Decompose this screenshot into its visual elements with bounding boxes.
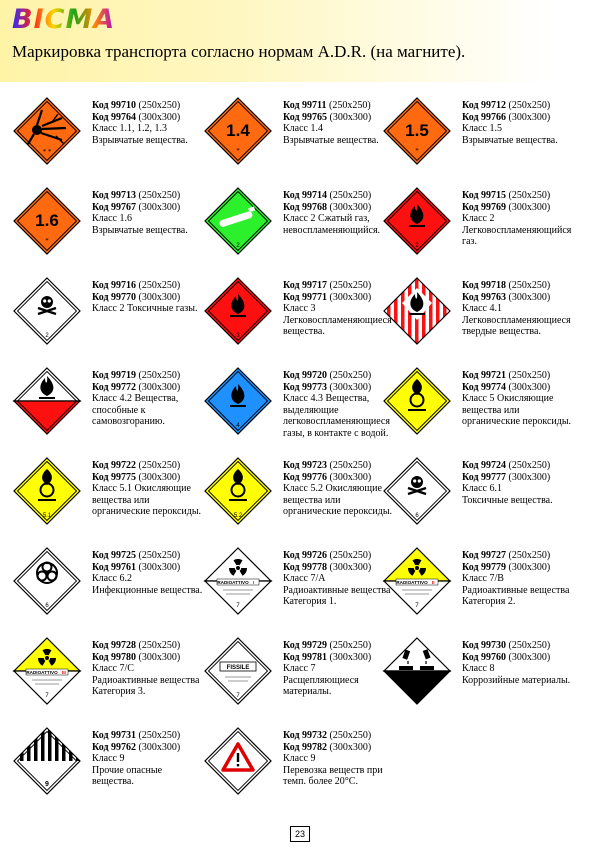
hazard-description: Расщепляющиеся материалы.: [283, 674, 359, 698]
svg-text:*: *: [45, 237, 49, 245]
code-large: Код 99779: [462, 561, 507, 573]
page-title: Маркировка транспорта согласно нормам A.D.R. (на магните).: [12, 42, 466, 61]
size-large: (300x300): [138, 111, 181, 123]
code-small: Код 99721: [462, 370, 507, 381]
code-large: Код 99765: [283, 111, 328, 123]
hazard-description: Радиоактивные вещества Категория 2.: [462, 584, 570, 608]
svg-text:II: II: [432, 580, 435, 585]
code-small: Код 99725: [92, 550, 137, 561]
label-info: [283, 550, 395, 608]
code-large: Код 99777: [462, 471, 507, 483]
svg-text:FISSILE: FISSILE: [226, 665, 250, 671]
code-small: Код 99732: [283, 730, 328, 741]
hazard-sign-radio-yellow-icon: [12, 636, 82, 706]
hazard-class: Класс 6.2: [92, 573, 132, 585]
hazard-class: Класс 7/A: [283, 573, 326, 585]
svg-text:7: 7: [415, 603, 419, 609]
hazard-description: невоспламеняющийся.: [283, 224, 381, 236]
svg-text:RADIOATTIVO: RADIOATTIVO: [217, 580, 249, 585]
hazard-sign-explosive-bomb-icon: [12, 96, 82, 166]
hazard-label-card: [205, 280, 395, 370]
code-small: Код 99713: [92, 190, 137, 201]
hazard-sign-oxidizer-icon: [382, 366, 452, 436]
size-small: (250x250): [329, 730, 372, 741]
hazard-label-card: [14, 280, 204, 370]
svg-text:RADIOATTIVO: RADIOATTIVO: [396, 580, 428, 585]
size-small: (250x250): [508, 280, 551, 291]
code-small: Код 99727: [462, 550, 507, 561]
label-info: [92, 460, 204, 518]
size-small: (250x250): [138, 190, 181, 201]
hazard-class: Класс 4.1: [462, 303, 502, 315]
size-large: (300x300): [329, 471, 372, 483]
hazard-sign-skull-white-icon: [12, 276, 82, 346]
hazard-class: Класс 7/B: [462, 573, 504, 585]
size-small: (250x250): [329, 460, 372, 471]
svg-text:7: 7: [236, 693, 240, 699]
code-small: Код 99722: [92, 460, 137, 471]
hazard-label-card: [205, 190, 395, 280]
size-small: (250x250): [138, 370, 181, 381]
svg-text:1.5: 1.5: [405, 121, 429, 140]
code-large: Код 99767: [92, 201, 137, 213]
size-large: (300x300): [138, 201, 181, 213]
hazard-sign-radio-white-icon: [203, 546, 273, 616]
hazard-class: Класс 8: [462, 663, 495, 675]
hazard-description: Взрывчатые вещества.: [283, 134, 379, 146]
hazard-description: Токсичные вещества.: [462, 494, 553, 506]
size-small: (250x250): [329, 640, 372, 651]
code-large: Код 99776: [283, 471, 328, 483]
label-info: [283, 190, 395, 236]
code-small: Код 99720: [283, 370, 328, 381]
hazard-sign-fissile-icon: [203, 636, 273, 706]
hazard-label-card: [384, 190, 574, 280]
size-large: (300x300): [508, 201, 551, 213]
code-small: Код 99730: [462, 640, 507, 651]
size-small: (250x250): [508, 460, 551, 471]
size-small: (250x250): [138, 280, 181, 291]
label-info: [283, 460, 395, 518]
hazard-class: Класс 4.3 Вещества,: [283, 393, 370, 405]
code-large: Код 99778: [283, 561, 328, 573]
hazard-sign-flame-blue-icon: [203, 366, 273, 436]
size-large: (300x300): [508, 561, 551, 573]
code-large: Код 99771: [283, 291, 328, 303]
label-info: [92, 730, 204, 788]
hazard-description: Взрывчатые вещества.: [92, 134, 188, 146]
hazard-description: Радиоактивные вещества Категория 3.: [92, 674, 200, 698]
size-small: (250x250): [508, 640, 551, 651]
size-large: (300x300): [508, 471, 551, 483]
size-small: (250x250): [329, 370, 372, 381]
size-small: (250x250): [508, 370, 551, 381]
hazard-description: Легковоспламеняющиеся твердые вещества.: [462, 314, 571, 338]
hazard-description: Перевозка веществ при темп. более 20°C.: [283, 764, 383, 788]
hazard-class: Класс 9: [283, 753, 316, 765]
label-info: [462, 460, 574, 506]
hazard-label-card: [384, 100, 574, 190]
hazard-class: Класс 1.6: [92, 213, 132, 225]
code-large: Код 99773: [283, 381, 328, 393]
hazard-class: Класс 5 Окисляющие: [462, 393, 554, 405]
code-small: Код 99729: [283, 640, 328, 651]
code-small: Код 99731: [92, 730, 137, 741]
hazard-label-card: [14, 460, 204, 550]
size-small: (250x250): [508, 550, 551, 561]
code-small: Код 99719: [92, 370, 137, 381]
size-large: (300x300): [329, 741, 372, 753]
label-info: [92, 100, 204, 146]
size-large: (300x300): [138, 471, 181, 483]
size-large: (300x300): [138, 381, 181, 393]
hazard-class: Класс 3: [283, 303, 316, 315]
hazard-sign-skull-white-icon: [382, 456, 452, 526]
hazard-label-card: [384, 640, 574, 730]
svg-text:5.1: 5.1: [42, 513, 52, 519]
hazard-sign-gas-cylinder-icon: [203, 186, 273, 256]
code-large: Код 99761: [92, 561, 137, 573]
size-small: (250x250): [329, 550, 372, 561]
hazard-label-card: [14, 550, 204, 640]
size-large: (300x300): [508, 291, 551, 303]
svg-text:RADIOATTIVO: RADIOATTIVO: [26, 670, 58, 675]
svg-text:1.6: 1.6: [35, 211, 59, 230]
hazard-sign-num-1.4-icon: [203, 96, 273, 166]
code-large: Код 99766: [462, 111, 507, 123]
code-small: Код 99724: [462, 460, 507, 471]
hazard-class: Класс 1.4: [283, 123, 323, 135]
size-large: (300x300): [508, 651, 551, 663]
hazard-class: Класс 1.1, 1.2, 1.3: [92, 123, 167, 135]
hazard-class: Класс 7: [283, 663, 316, 675]
hazard-sign-oxidizer-icon: [203, 456, 273, 526]
page-number: 23: [290, 826, 310, 842]
code-large: Код 99769: [462, 201, 507, 213]
code-large: Код 99772: [92, 381, 137, 393]
code-small: Код 99716: [92, 280, 137, 291]
code-large: Код 99768: [283, 201, 328, 213]
code-small: Код 99728: [92, 640, 137, 651]
hazard-label-card: [384, 370, 574, 460]
size-small: (250x250): [138, 460, 181, 471]
hazard-class: Класс 5.2 Окисляющие: [283, 483, 382, 495]
size-large: (300x300): [138, 741, 181, 753]
label-info: [462, 640, 574, 686]
hazard-description: Инфекционные вещества.: [92, 584, 203, 596]
hazard-class: Класс 9: [92, 753, 125, 765]
svg-text:7: 7: [236, 603, 240, 609]
hazard-label-card: [205, 370, 395, 460]
code-large: Код 99780: [92, 651, 137, 663]
hazard-label-card: [384, 460, 574, 550]
label-info: [462, 550, 574, 608]
svg-text:5.2: 5.2: [233, 513, 243, 519]
code-large: Код 99775: [92, 471, 137, 483]
hazard-sign-biohazard-icon: [12, 546, 82, 616]
size-large: (300x300): [329, 111, 372, 123]
size-large: (300x300): [329, 561, 372, 573]
svg-text:2: 2: [45, 333, 49, 339]
size-small: (250x250): [329, 190, 372, 201]
hazard-description: вещества или органические пероксиды.: [462, 404, 572, 428]
hazard-label-card: [205, 460, 395, 550]
svg-text:*: *: [236, 147, 240, 155]
label-info: [92, 190, 204, 236]
code-small: Код 99718: [462, 280, 507, 291]
size-large: (300x300): [508, 111, 551, 123]
svg-text:1.4: 1.4: [226, 121, 250, 140]
size-small: (250x250): [329, 280, 372, 291]
svg-text:6: 6: [415, 513, 419, 519]
label-info: [462, 100, 574, 146]
hazard-sign-misc-stripes-icon: [12, 726, 82, 796]
size-large: (300x300): [138, 561, 181, 573]
hazard-sign-num-1.5-icon: [382, 96, 452, 166]
hazard-sign-num-1.6-icon: [12, 186, 82, 256]
label-info: [462, 370, 574, 428]
svg-text:7: 7: [45, 693, 49, 699]
size-small: (250x250): [328, 100, 371, 111]
hazard-label-card: [205, 550, 395, 640]
hazard-description: Легковоспламеняющиеся вещества.: [283, 314, 392, 338]
hazard-label-card: [14, 730, 204, 820]
code-small: Код 99710: [92, 100, 137, 111]
size-large: (300x300): [329, 201, 372, 213]
size-large: (300x300): [329, 291, 372, 303]
label-info: [283, 640, 395, 698]
hazard-description: Коррозийные материалы.: [462, 674, 571, 686]
svg-text:6: 6: [45, 603, 49, 609]
code-large: Код 99762: [92, 741, 137, 753]
hazard-sign-oxidizer-icon: [12, 456, 82, 526]
size-small: (250x250): [138, 730, 181, 741]
hazard-label-card: [14, 370, 204, 460]
hazard-label-card: [384, 550, 574, 640]
hazard-class: Класс 6.1: [462, 483, 502, 495]
size-small: (250x250): [138, 640, 181, 651]
hazard-description: способные к самовозгоранию.: [92, 404, 165, 428]
code-large: Код 99760: [462, 651, 507, 663]
hazard-class: Класс 2: [462, 213, 495, 225]
code-small: Код 99711: [283, 100, 327, 111]
hazard-sign-flame-red-icon: [382, 186, 452, 256]
label-info: [92, 370, 204, 428]
code-small: Код 99715: [462, 190, 507, 201]
svg-text:* *: * *: [42, 148, 52, 156]
code-small: Код 99717: [283, 280, 328, 291]
hazard-label-card: [205, 640, 395, 730]
label-info: [283, 280, 395, 338]
hazard-description: Легковоспламеняющийся газ.: [462, 224, 572, 248]
code-large: Код 99782: [283, 741, 328, 753]
hazard-description: Прочие опасные вещества.: [92, 764, 163, 788]
hazard-sign-flame-stripes-icon: [382, 276, 452, 346]
size-large: (300x300): [508, 381, 551, 393]
label-info: [92, 280, 204, 315]
hazard-sign-flame-white-red-icon: [12, 366, 82, 436]
hazard-class: Класс 5.1 Окисляющие: [92, 483, 191, 495]
svg-text:III: III: [62, 670, 66, 675]
hazard-description: Радиоактивные вещества Категория 1.: [283, 584, 391, 608]
svg-text:3: 3: [236, 333, 240, 339]
size-small: (250x250): [138, 550, 181, 561]
hazard-sign-corrosive-icon: [382, 636, 452, 706]
code-small: Код 99714: [283, 190, 328, 201]
svg-text:*: *: [415, 147, 419, 155]
size-large: (300x300): [329, 651, 372, 663]
hazard-sign-flame-red-icon: [203, 276, 273, 346]
code-large: Код 99774: [462, 381, 507, 393]
code-large: Код 99770: [92, 291, 137, 303]
hazard-sign-radio-yellow-icon: [382, 546, 452, 616]
hazard-sign-hot-temp-icon: [203, 726, 273, 796]
label-info: [283, 100, 395, 146]
size-large: (300x300): [138, 291, 181, 303]
label-info: [462, 280, 574, 338]
hazard-description: Взрывчатые вещества.: [92, 224, 188, 236]
hazard-description: выделяющие легковоспламеняющиеся газы, в контакте с водой.: [283, 404, 390, 439]
hazard-label-card: [14, 100, 204, 190]
hazard-class: Класс 2 Токсичные газы.: [92, 303, 198, 315]
label-info: [92, 550, 204, 596]
code-small: Код 99712: [462, 100, 507, 111]
hazard-label-card: [384, 280, 574, 370]
svg-text:4: 4: [236, 423, 240, 429]
hazard-class: Класс 1.5: [462, 123, 502, 135]
svg-text:9: 9: [45, 781, 49, 788]
hazard-label-card: [14, 190, 204, 280]
code-small: Код 99723: [283, 460, 328, 471]
hazard-description: вещества или органические пероксиды.: [283, 494, 393, 518]
svg-text:I: I: [253, 580, 255, 585]
size-small: (250x250): [508, 100, 551, 111]
hazard-class: Класс 2 Сжатый газ,: [283, 213, 370, 225]
size-small: (250x250): [138, 100, 181, 111]
hazard-label-card: [205, 100, 395, 190]
hazard-label-card: [14, 640, 204, 730]
hazard-class: Класс 4.2 Вещества,: [92, 393, 179, 405]
code-large: Код 99763: [462, 291, 507, 303]
hazard-description: Взрывчатые вещества.: [462, 134, 558, 146]
code-large: Код 99781: [283, 651, 328, 663]
label-info: [283, 730, 395, 788]
hazard-label-card: [205, 730, 395, 820]
svg-text:2: 2: [415, 243, 419, 249]
label-info: [92, 640, 204, 698]
label-info: [283, 370, 395, 440]
brand-logo: BICMA: [12, 4, 116, 35]
code-small: Код 99726: [283, 550, 328, 561]
code-large: Код 99764: [92, 111, 137, 123]
size-small: (250x250): [508, 190, 551, 201]
label-info: [462, 190, 574, 248]
size-large: (300x300): [329, 381, 372, 393]
hazard-description: вещества или органические пероксиды.: [92, 494, 202, 518]
size-large: (300x300): [138, 651, 181, 663]
hazard-class: Класс 7/C: [92, 663, 134, 675]
svg-text:2: 2: [236, 243, 240, 249]
